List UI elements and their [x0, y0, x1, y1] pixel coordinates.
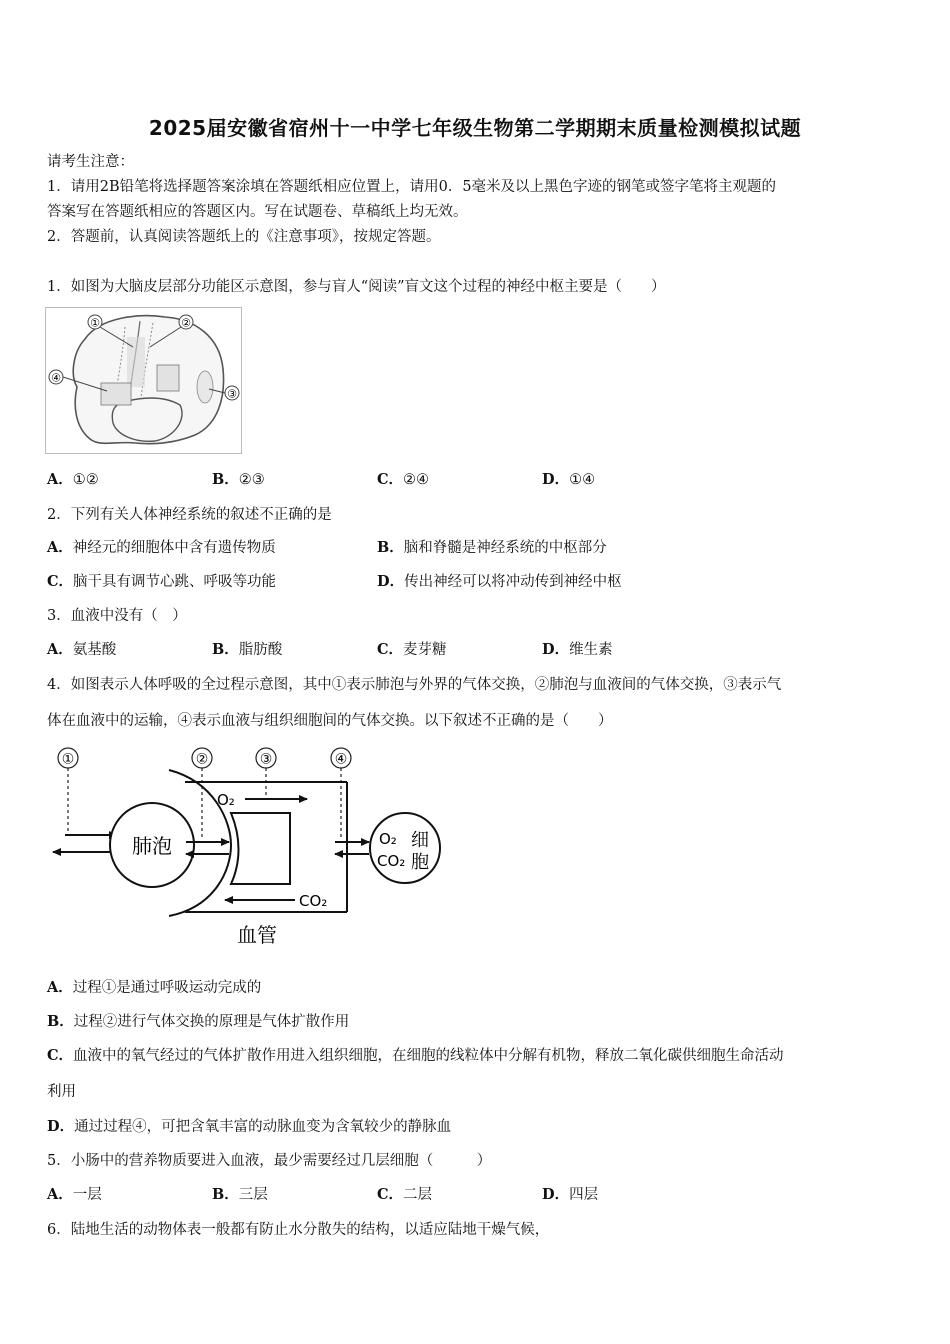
q2-option-c[interactable]: C．脑干具有调节心跳、呼吸等功能	[47, 573, 277, 590]
q1-option-b[interactable]: B．②③	[212, 471, 265, 488]
q1-stem: 1．如图为大脑皮层部分功能区示意图，参与盲人“阅读”盲文这个过程的神经中枢主要是（ ）	[47, 279, 666, 295]
process-label-3: ③	[259, 751, 273, 768]
cell-o2-label: O₂	[379, 830, 397, 848]
brain-cortex-figure	[45, 307, 243, 455]
q2-option-d[interactable]: D．传出神经可以将冲动传到神经中枢	[377, 573, 622, 590]
notice-item-1a: 1．请用2B铅笔将选择题答案涂填在答题纸相应位置上，请用0．5毫米及以上黑色字迹的钢笔或签字笔将主观题的	[47, 179, 777, 195]
q5-stem: 5．小肠中的营养物质要进入血液，最少需要经过几层细胞（ ）	[47, 1153, 492, 1169]
q4-option-c-continued: 利用	[47, 1084, 76, 1100]
process-label-1: ①	[61, 751, 75, 768]
q5-option-c[interactable]: C．二层	[377, 1186, 433, 1203]
q1-option-c[interactable]: C．②④	[377, 471, 430, 488]
q5-option-a[interactable]: A．一层	[47, 1186, 102, 1203]
q4-option-c[interactable]: C．血液中的氧气经过的气体扩散作用进入组织细胞，在细胞的线粒体中分解有机物，释放二氧化碳供细胞生命活动	[47, 1047, 784, 1064]
q4-option-a[interactable]: A．过程①是通过呼吸运动完成的	[47, 979, 262, 996]
q5-option-d[interactable]: D．四层	[542, 1186, 599, 1203]
q1-option-a[interactable]: A．①②	[47, 471, 99, 488]
notice-heading: 请考生注意：	[47, 154, 134, 170]
q3-option-b[interactable]: B．脂肪酸	[212, 641, 283, 658]
vessel-label: 血管	[237, 923, 277, 947]
brain-label-3: ③	[227, 387, 237, 401]
q4-stem-line2: 体在血液中的运输，④表示血液与组织细胞间的气体交换。以下叙述不正确的是（ ）	[47, 713, 613, 729]
q5-option-b[interactable]: B．三层	[212, 1186, 268, 1203]
q4-option-b[interactable]: B．过程②进行气体交换的原理是气体扩散作用	[47, 1013, 350, 1030]
q2-option-b[interactable]: B．脑和脊髓是神经系统的中枢部分	[377, 539, 607, 556]
process-label-4: ④	[334, 751, 348, 768]
page-title: 2025届安徽省宿州十一中学七年级生物第二学期期末质量检测模拟试题	[148, 116, 802, 140]
q4-option-d[interactable]: D．通过过程④，可把含氧丰富的动脉血变为含氧较少的静脉血	[47, 1118, 452, 1135]
brain-label-2: ②	[181, 316, 191, 330]
vessel-o2-label: O₂	[217, 791, 235, 809]
process-label-2: ②	[195, 751, 209, 768]
notice-item-1b: 答案写在答题纸相应的答题区内。写在试题卷、草稿纸上均无效。	[47, 204, 468, 220]
q6-stem: 6．陆地生活的动物体表一般都有防止水分散失的结构，以适应陆地干燥气候，	[47, 1222, 550, 1238]
q3-stem: 3．血液中没有（ ）	[47, 608, 187, 624]
q2-stem: 2．下列有关人体神经系统的叙述不正确的是	[47, 507, 332, 523]
cell-label-bao: 胞	[411, 852, 429, 873]
q3-option-a[interactable]: A．氨基酸	[47, 641, 117, 658]
cell-co2-label: CO₂	[377, 852, 406, 870]
brain-label-4: ④	[51, 371, 61, 385]
q2-option-a[interactable]: A．神经元的细胞体中含有遗传物质	[47, 539, 276, 556]
vessel-co2-label: CO₂	[299, 892, 328, 910]
q3-option-c[interactable]: C．麦芽糖	[377, 641, 447, 658]
q1-option-d[interactable]: D．①④	[542, 471, 596, 488]
alveolus-label: 肺泡	[132, 834, 172, 858]
cell-label-xi: 细	[411, 830, 429, 851]
notice-item-2: 2．答题前，认真阅读答题纸上的《注意事项》，按规定答题。	[47, 229, 441, 245]
q3-option-d[interactable]: D．维生素	[542, 641, 613, 658]
q4-stem-line1: 4．如图表示人体呼吸的全过程示意图，其中①表示肺泡与外界的气体交换，②肺泡与血液间的气体交换，③表示气	[47, 677, 782, 693]
brain-label-1: ①	[90, 316, 100, 330]
respiration-process-figure	[45, 742, 447, 948]
